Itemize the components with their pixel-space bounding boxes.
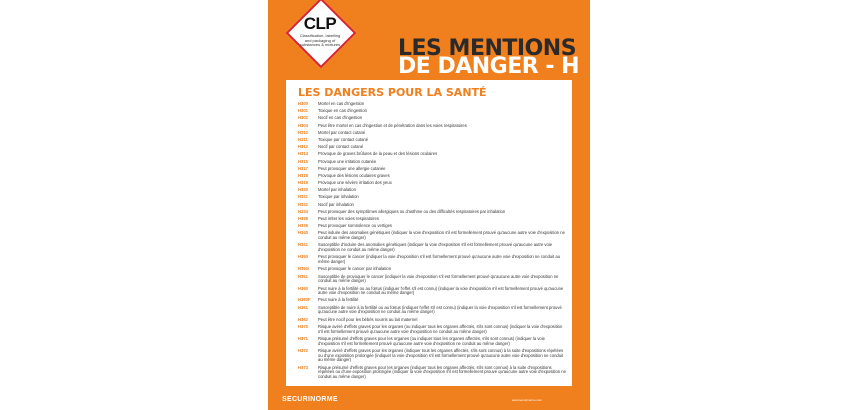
hazard-description: Susceptible de provoquer le cancer (indiquer la voie d'exposition s'il est formellement prouvé qu'aucune autre voie d'exposition ne conduit au même danger) bbox=[318, 273, 559, 284]
clp-logo-text: CLP bbox=[303, 14, 337, 33]
poster bbox=[268, 0, 590, 410]
hazard-description: Nocif en cas d'ingestion bbox=[318, 115, 363, 121]
hazard-statement-list bbox=[298, 102, 566, 382]
content-panel bbox=[286, 80, 572, 386]
footer-brand: SECURINORME bbox=[282, 396, 338, 403]
hazard-statement-row bbox=[298, 298, 566, 303]
hazard-code: H372 bbox=[298, 347, 309, 353]
hazard-code: H360 bbox=[298, 285, 309, 291]
footer-url: www.securinorme.com bbox=[512, 398, 543, 402]
hazard-code: H335 bbox=[298, 216, 309, 221]
hazard-description: Peut provoquer le cancer par inhalation bbox=[318, 266, 392, 272]
hazard-statement-row bbox=[298, 210, 566, 215]
hazard-description: Provoque de graves brûlures de la peau et des lésions oculaires bbox=[318, 151, 438, 157]
hazard-description: Toxique en cas d'ingestion bbox=[318, 108, 367, 114]
hazard-description: Peut irriter les voies respiratoires bbox=[318, 216, 379, 221]
hazard-code: H373 bbox=[298, 364, 309, 370]
hazard-description: Peut induire des anomalies génétiques (indiquer la voie d'exposition s'il est formellement prouvé qu'aucune autre voie d'exposition ne conduit au même danger) bbox=[318, 230, 565, 241]
hazard-statement-row bbox=[298, 138, 566, 143]
hazard-description: Toxique par inhalation bbox=[318, 194, 359, 200]
hazard-statement-row bbox=[298, 325, 566, 335]
hazard-code: H362 bbox=[298, 316, 309, 322]
hazard-code: H370 bbox=[298, 323, 309, 329]
hazard-statement-row bbox=[298, 167, 566, 172]
hazard-statement-row bbox=[298, 366, 566, 380]
hazard-statement-row bbox=[298, 145, 566, 150]
hazard-description: Peut être mortel en cas d'ingestion et de pénétration dans les voies respiratoires bbox=[318, 122, 467, 128]
hazard-code: H350 bbox=[298, 254, 309, 260]
hazard-description: Peut provoquer somnolence ou vertiges bbox=[318, 223, 393, 229]
hazard-code: H350i bbox=[298, 266, 310, 272]
hazard-code: H310 bbox=[298, 129, 309, 135]
hazard-code: H318 bbox=[298, 172, 309, 178]
hazard-description: Nocif par inhalation bbox=[318, 201, 354, 207]
hazard-statement-row bbox=[298, 109, 566, 114]
hazard-code: H301 bbox=[298, 108, 309, 114]
hazard-code: H341 bbox=[298, 242, 309, 248]
poster-title-line1: LES MENTIONS bbox=[398, 36, 577, 61]
hazard-description: Provoque des lésions oculaires graves bbox=[318, 172, 390, 178]
hazard-description: Mortel par inhalation bbox=[318, 187, 356, 193]
hazard-statement-row bbox=[298, 243, 566, 253]
hazard-statement-row bbox=[298, 318, 566, 323]
hazard-code: H300 bbox=[298, 101, 309, 106]
hazard-statement-row bbox=[298, 275, 566, 285]
hazard-statement-row bbox=[298, 224, 566, 229]
hazard-description: Peut nuire à la fertilité ou au fœtus (indiquer l'effet s'il est connu) (indiquer la voie d'exposition s'il est formellement prouvé qu'aucune autre voie d'exposition ne conduit au même danger) bbox=[318, 285, 564, 296]
hazard-statement-row bbox=[298, 349, 566, 363]
hazard-code: H330 bbox=[298, 187, 309, 193]
hazard-description: Peut provoquer une allergie cutanée bbox=[318, 165, 386, 171]
hazard-statement-row bbox=[298, 231, 566, 241]
hazard-description: Mortel en cas d'ingestion bbox=[318, 101, 365, 106]
poster-title-line2: DE DANGER - H bbox=[398, 54, 580, 79]
hazard-code: H361 bbox=[298, 304, 309, 310]
hazard-statement-row bbox=[298, 152, 566, 157]
hazard-statement-row bbox=[298, 102, 566, 107]
hazard-statement-row bbox=[298, 287, 566, 297]
hazard-code: H360F bbox=[298, 297, 311, 303]
hazard-description: Susceptible de nuire à la fertilité ou au fœtus (indiquer l'effet s'il est connu) (indiquer la voie d'exposition s'il est formellement prouvé qu'aucune autre voie d'exposition ne conduit au même danger) bbox=[318, 304, 562, 315]
hazard-code: H311 bbox=[298, 136, 308, 142]
clp-logo bbox=[290, 2, 350, 62]
hazard-statement-row bbox=[298, 174, 566, 179]
hazard-description: Risque présumé d'effets graves pour les organes (ou indiquer tous les organes affectés, s'ils sont connus) (indiquer la voie d'exposition s'il est formellement prouvé qu'aucune autre voie d'exposition ne conduit au même danger) bbox=[318, 335, 545, 346]
hazard-statement-row bbox=[298, 306, 566, 316]
hazard-description: Peut nuire à la fertilité bbox=[318, 297, 359, 303]
hazard-statement-row bbox=[298, 217, 566, 222]
hazard-code: H331 bbox=[298, 194, 309, 200]
hazard-statement-row bbox=[298, 116, 566, 121]
hazard-code: H371 bbox=[298, 335, 309, 341]
hazard-code: H317 bbox=[298, 165, 309, 171]
hazard-description: Risque avéré d'effets graves pour les organes (indiquer tous les organes affectés, s'ils sont connus) à la suite d'expositions répétées ou d'une exposition prolongée (indiquer la voie d'exposition s'il est formellement prouvé qu'aucune autre voie d'exposition ne conduit au même danger) bbox=[318, 347, 564, 363]
hazard-description: Risque présumé d'effets graves pour les organes (indiquer tous les organes affectés, s'ils sont connus) à la suite d'expositions répétées ou d'une exposition prolongée (indiquer la voie d'exposition s'il est formellement prouvé qu'aucune autre voie d'exposition ne conduit au même danger) bbox=[318, 364, 566, 380]
hazard-statement-row bbox=[298, 160, 566, 165]
hazard-description: Mortel par contact cutané bbox=[318, 129, 366, 135]
hazard-statement-row bbox=[298, 195, 566, 200]
hazard-code: H302 bbox=[298, 115, 309, 121]
hazard-description: Provoque une irritation cutanée bbox=[318, 158, 377, 164]
hazard-description: Peut être nocif pour les bébés nourris au lait maternel bbox=[318, 316, 418, 322]
hazard-statement-row bbox=[298, 267, 566, 272]
hazard-code: H336 bbox=[298, 223, 309, 229]
hazard-code: H334 bbox=[298, 208, 309, 214]
hazard-statement-row bbox=[298, 203, 566, 208]
hazard-description: Toxique par contact cutané bbox=[318, 136, 369, 142]
hazard-code: H304 bbox=[298, 122, 309, 128]
hazard-statement-row bbox=[298, 188, 566, 193]
hazard-statement-row bbox=[298, 255, 566, 265]
hazard-statement-row bbox=[298, 181, 566, 186]
hazard-code: H332 bbox=[298, 201, 309, 207]
hazard-description: Provoque une sévère irritation des yeux bbox=[318, 180, 392, 186]
hazard-code: H315 bbox=[298, 158, 309, 164]
hazard-description: Risque avéré d'effets graves pour les organes (ou indiquer tous les organes affectés, s'ils sont connus) (indiquer la voie d'exposition s'il est formellement prouvé qu'aucune autre voie d'exposition ne conduit au même danger) bbox=[318, 323, 563, 334]
hazard-description: Susceptible d'induire des anomalies génétiques (indiquer la voie d'exposition s'il est formellement prouvé qu'aucune autre voie d'exposition ne conduit au même danger) bbox=[318, 242, 553, 253]
hazard-statement-row bbox=[298, 124, 566, 129]
hazard-code: H312 bbox=[298, 144, 309, 150]
hazard-description: Peut provoquer des symptômes allergiques ou d'asthme ou des difficultés respiratoires par inhalation bbox=[318, 208, 506, 214]
hazard-statement-row bbox=[298, 337, 566, 347]
hazard-code: H319 bbox=[298, 180, 309, 186]
hazard-code: H351 bbox=[298, 273, 309, 279]
hazard-statement-row bbox=[298, 131, 566, 136]
hazard-description: Peut provoquer le cancer (indiquer la voie d'exposition s'il est formellement prouvé qu'aucune autre voie d'exposition ne conduit au même danger) bbox=[318, 254, 561, 265]
hazard-code: H314 bbox=[298, 151, 309, 157]
hazard-description: Nocif par contact cutané bbox=[318, 144, 364, 150]
section-title: LES DANGERS POUR LA SANTÉ bbox=[298, 86, 487, 99]
hazard-code: H340 bbox=[298, 230, 309, 236]
clp-logo-subtitle: Classification, labelling and packaging of substances & mixtures bbox=[299, 33, 341, 47]
